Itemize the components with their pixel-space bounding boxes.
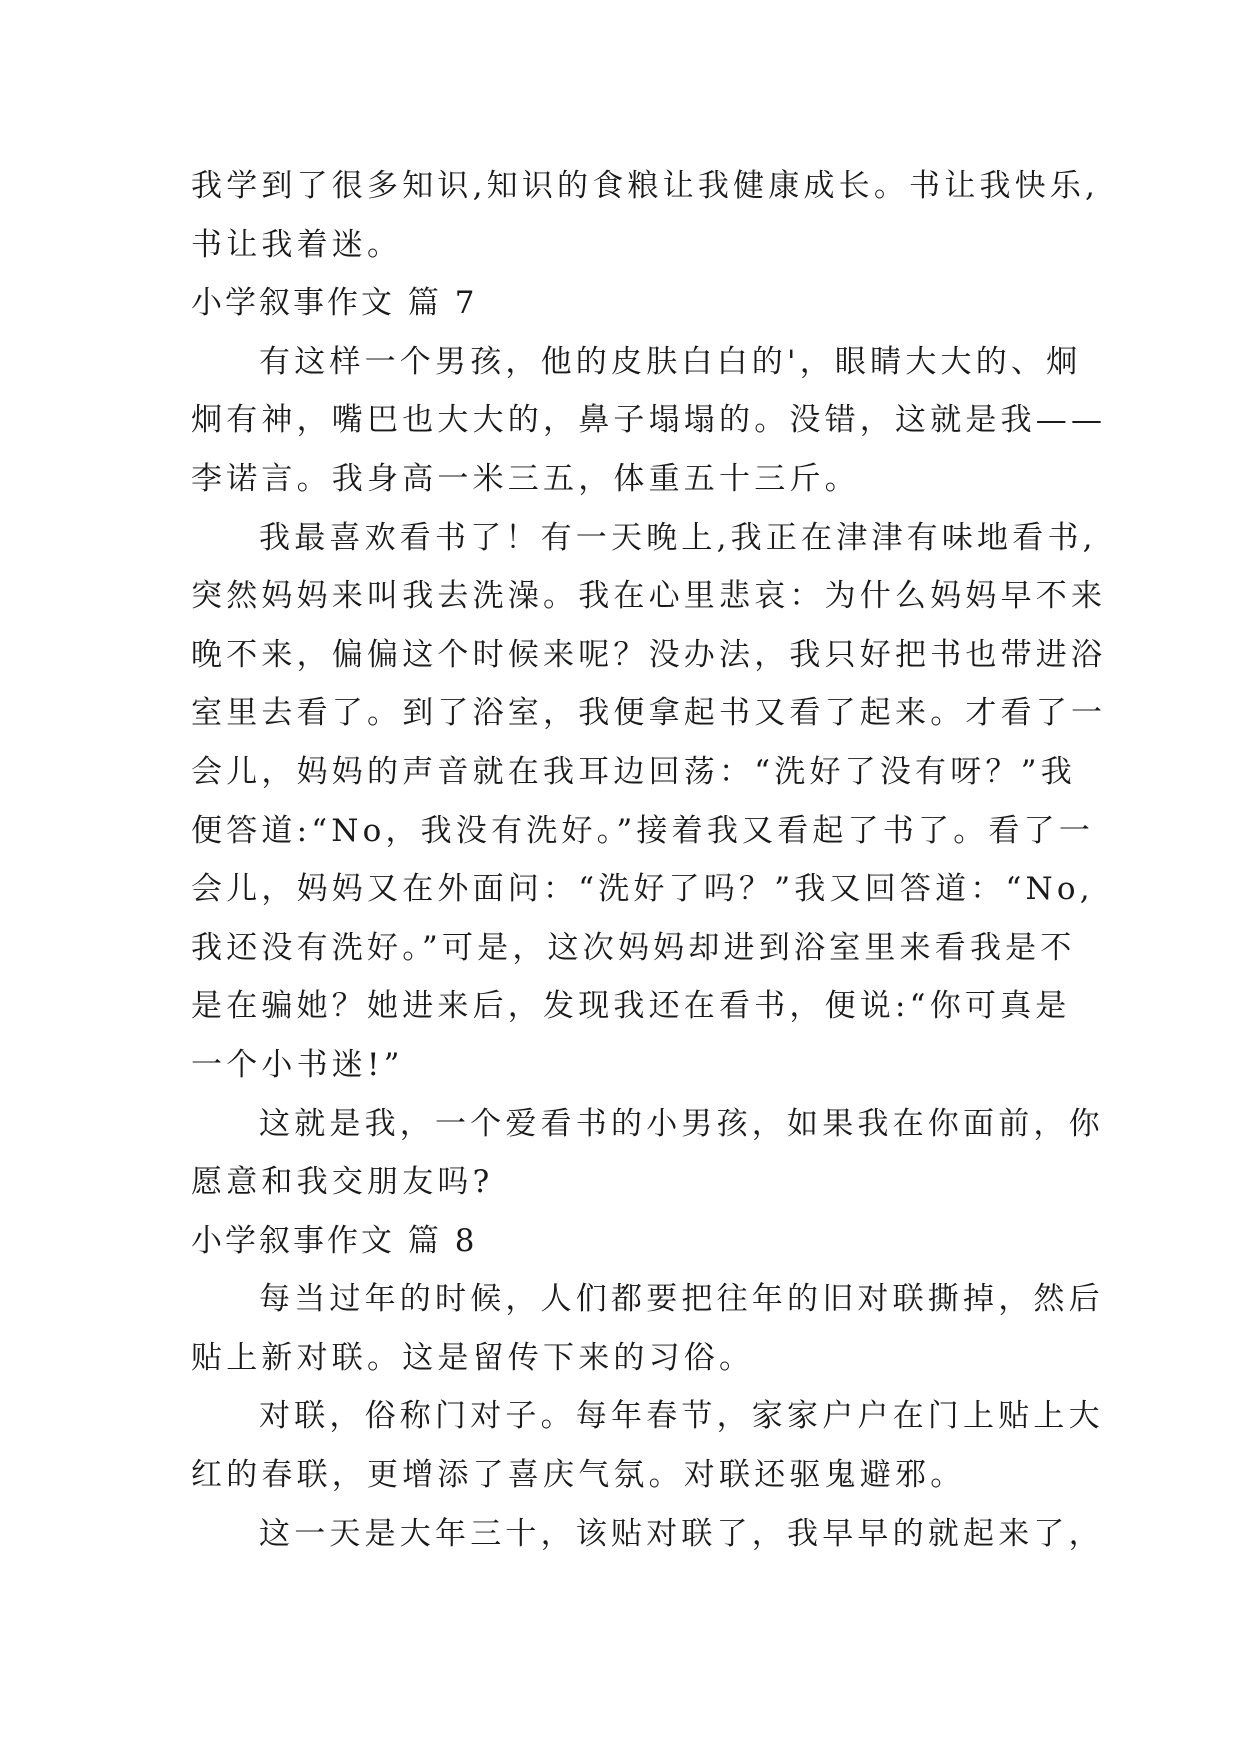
text-line: 我还没有洗好。”可是，这次妈妈却进到浴室里来看我是不 — [191, 929, 1076, 966]
text-line: 炯有神，嘴巴也大大的，鼻子塌塌的。没错，这就是我—— — [191, 402, 1107, 439]
text-line: 愿意和我交朋友吗? — [191, 1164, 494, 1201]
paragraph-first-line: 这一天是大年三十，该贴对联了，我早早的就起来了， — [259, 1515, 1104, 1552]
paragraph-first-line: 对联，俗称门对子。每年春节，家家户户在门上贴上大 — [259, 1398, 1104, 1435]
text-line: 便答道:“No，我没有洗好。”接着我又看起了书了。看了一 — [191, 812, 1095, 849]
section-heading: 小学叙事作文 篇 7 — [191, 285, 478, 322]
paragraph-first-line: 每当过年的时候，人们都要把往年的旧对联撕掉，然后 — [259, 1281, 1104, 1318]
text-line: 会儿，妈妈又在外面问：“洗好了吗？”我又回答道：“No, — [191, 871, 1094, 908]
text-line: 突然妈妈来叫我去洗澡。我在心里悲哀：为什么妈妈早不来 — [191, 578, 1107, 615]
text-line: 室里去看了。到了浴室，我便拿起书又看了起来。才看了一 — [191, 695, 1107, 732]
text-line: 是在骗她？她进来后，发现我还在看书，便说:“你可真是 — [191, 988, 1071, 1025]
text-line: 会儿，妈妈的声音就在我耳边回荡：“洗好了没有呀？”我 — [191, 753, 1076, 790]
text-line: 李诺言。我身高一米三五，体重五十三斤。 — [191, 460, 860, 497]
text-line: 我学到了很多知识,知识的食粮让我健康成长。书让我快乐, — [191, 168, 1100, 204]
paragraph-first-line: 有这样一个男孩，他的皮肤白白的'，眼睛大大的、炯 — [259, 343, 1082, 380]
text-line: 红的春联，更增添了喜庆气氛。对联还驱鬼避邪。 — [191, 1457, 966, 1494]
paragraph-first-line: 这就是我，一个爱看书的小男孩，如果我在你面前，你 — [259, 1105, 1104, 1142]
section-heading: 小学叙事作文 篇 8 — [191, 1222, 478, 1259]
text-line: 书让我着迷。 — [191, 226, 403, 263]
document-page — [191, 157, 1107, 1563]
text-line: 贴上新对联。这是留传下来的习俗。 — [191, 1339, 755, 1376]
paragraph-first-line: 我最喜欢看书了！有一天晚上,我正在津津有味地看书, — [259, 519, 1097, 556]
text-line: 一个小书迷!” — [191, 1046, 404, 1083]
text-line: 晚不来，偏偏这个时候来呢？没办法，我只好把书也带进浴 — [191, 636, 1107, 673]
